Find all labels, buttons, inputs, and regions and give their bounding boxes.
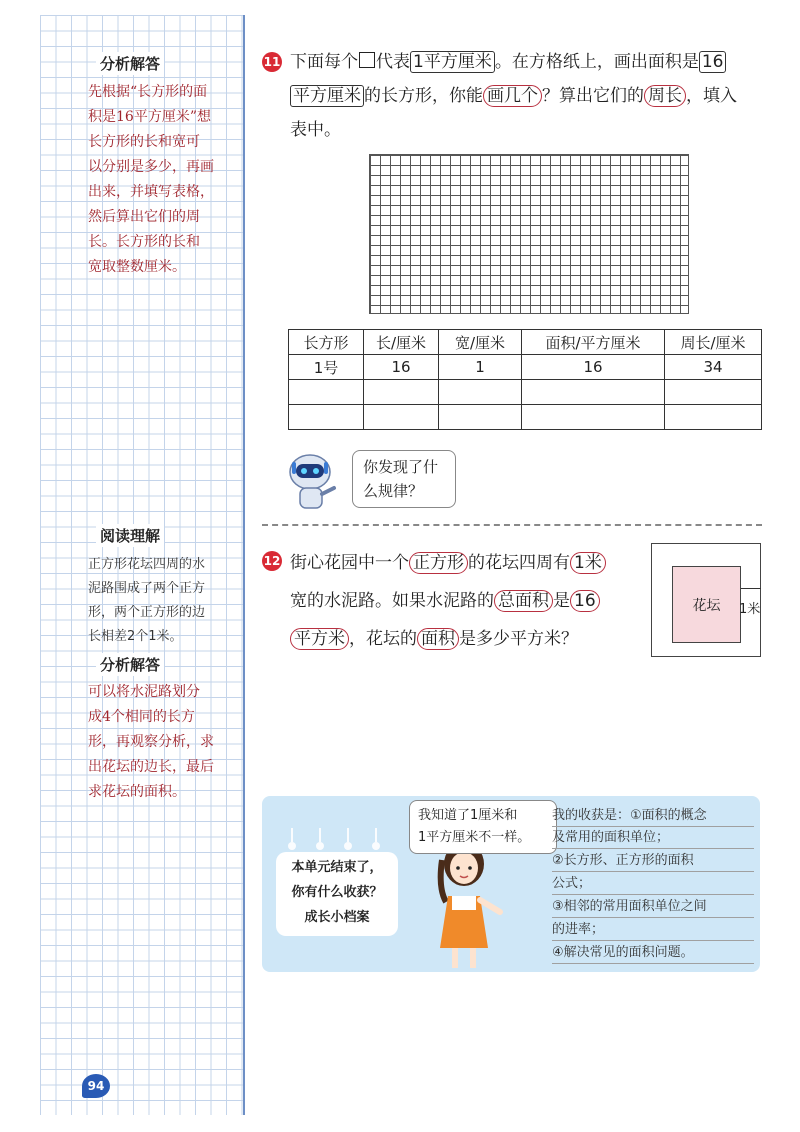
- text: 。在方格纸上，画出面积是: [494, 52, 699, 72]
- circled-perimeter: 周长: [644, 85, 686, 107]
- text-line: 成4个相同的长方: [88, 709, 195, 725]
- table-header: 长方形: [289, 330, 364, 355]
- gain-line: 我的收获是：①面积的概念: [552, 806, 754, 827]
- text: 代表: [376, 52, 410, 72]
- robot-speech-bubble: [352, 450, 456, 508]
- table-cell[interactable]: [665, 405, 762, 430]
- text-line: 出来，并填写表格，: [88, 184, 214, 200]
- text: 街心花园中一个: [290, 553, 409, 573]
- gain-line: 及常用的面积单位；: [552, 828, 754, 849]
- gain-line: 公式；: [552, 874, 754, 895]
- square-grid-paper[interactable]: [369, 154, 689, 314]
- text: ？算出它们的: [542, 86, 644, 106]
- table-header: 长/厘米: [364, 330, 439, 355]
- table-cell[interactable]: [364, 405, 439, 430]
- table-cell[interactable]: [522, 380, 665, 405]
- text-line: 出花坛的边长，最后: [88, 759, 214, 775]
- text-line: 然后算出它们的周: [88, 209, 200, 225]
- table-cell: 16: [522, 355, 665, 380]
- bubble-line: 1平方厘米不一样。: [418, 830, 531, 845]
- circled-how-many: 画几个: [483, 85, 542, 107]
- table-cell[interactable]: [522, 405, 665, 430]
- circled-total-area: 总面积: [494, 590, 553, 612]
- circled-width: 1米: [570, 552, 606, 574]
- gain-line: ④解决常见的面积问题。: [552, 943, 754, 964]
- sidebar-analysis-text-2: [88, 680, 214, 805]
- text-line: 长方形的长和宽可: [88, 134, 200, 150]
- table-cell[interactable]: [289, 380, 364, 405]
- sidebar-analysis-title-2: 分析解答: [96, 653, 164, 676]
- text-line: 积是16平方厘米”想: [88, 109, 211, 125]
- bubble-line: 么规律？: [363, 482, 424, 500]
- sidebar-reading-title: 阅读理解: [96, 524, 164, 547]
- text-line: 泥路围成了两个正方: [88, 581, 206, 596]
- bubble-line: 我知道了1厘米和: [418, 808, 518, 823]
- bubble-line: 你发现了什: [363, 458, 439, 476]
- text-line: 以分别是多少，再画: [88, 159, 214, 175]
- sidebar-reading-text: [88, 553, 205, 649]
- table-header: 周长/厘米: [665, 330, 762, 355]
- text-line: 宽取整数厘米。: [88, 259, 186, 275]
- text: ，填入: [686, 86, 737, 106]
- girl-illustration-icon: [424, 838, 510, 970]
- question-12-number: 12: [262, 551, 282, 571]
- text-line: 可以将水泥路划分: [88, 684, 200, 700]
- table-row[interactable]: [289, 405, 762, 430]
- margin-border: [243, 15, 245, 1115]
- badge-line: 本单元结束了，: [291, 860, 383, 875]
- text-line: 先根据“长方形的面: [88, 84, 208, 100]
- gain-line: ②长方形、正方形的面积: [552, 851, 754, 872]
- sidebar-analysis-title-1: 分析解答: [96, 52, 164, 75]
- table-cell[interactable]: [665, 380, 762, 405]
- table-cell: 1号: [289, 355, 364, 380]
- text-line: 形，再观察分析，求: [88, 734, 214, 750]
- width-arrow: [741, 588, 761, 589]
- table-header: 宽/厘米: [439, 330, 522, 355]
- gain-line: ③相邻的常用面积单位之间: [552, 897, 754, 918]
- table-cell[interactable]: [439, 380, 522, 405]
- sidebar-analysis-text-1: [88, 80, 214, 280]
- table-cell: 34: [665, 355, 762, 380]
- boxed-area-number: 16: [699, 51, 727, 73]
- robot-icon: [284, 450, 348, 514]
- text: 是: [553, 591, 570, 611]
- table-cell[interactable]: [289, 405, 364, 430]
- text: 宽的水泥路。如果水泥路的: [290, 591, 494, 611]
- circled-area-number: 16: [570, 590, 600, 612]
- section-divider: [262, 524, 762, 526]
- unit-square-icon: [359, 52, 375, 68]
- text: 是多少平方米？: [459, 629, 578, 649]
- gain-line: 的进率；: [552, 920, 754, 941]
- badge-line: 成长小档案: [304, 910, 370, 925]
- table-cell: 1: [439, 355, 522, 380]
- table-cell[interactable]: [364, 380, 439, 405]
- table-cell[interactable]: [439, 405, 522, 430]
- text-line: 长。长方形的长和: [88, 234, 200, 250]
- text: ，花坛的: [349, 629, 417, 649]
- text-line: 形，两个正方形的边: [88, 605, 206, 620]
- text: 的花坛四周有: [468, 553, 570, 573]
- circled-area-word: 面积: [417, 628, 459, 650]
- badge-line: 你有什么收获？: [291, 885, 383, 900]
- rectangle-table: [288, 329, 762, 430]
- boxed-area-unit: 平方厘米: [290, 85, 364, 107]
- text: 表中。: [290, 120, 341, 140]
- flower-bed: 花坛: [672, 566, 741, 643]
- table-row[interactable]: [289, 380, 762, 405]
- text-line: 长相差2个1米。: [88, 629, 183, 644]
- text: 的长方形，你能: [364, 86, 483, 106]
- circled-area-unit: 平方米: [290, 628, 349, 650]
- table-header-row: [289, 330, 762, 355]
- table-row: [289, 355, 762, 380]
- text: 下面每个: [290, 52, 358, 72]
- question-11-number: 11: [262, 52, 282, 72]
- question-12-text: [290, 544, 650, 658]
- table-cell: 16: [364, 355, 439, 380]
- girl-speech-bubble: [409, 800, 557, 854]
- question-11-text: [290, 45, 770, 147]
- lanterns-decoration: [282, 828, 392, 852]
- table-header: 面积/平方厘米: [522, 330, 665, 355]
- boxed-unit: 1平方厘米: [410, 51, 495, 73]
- text-line: 正方形花坛四周的水: [88, 557, 206, 572]
- summary-badge: [276, 852, 398, 936]
- text-line: 求花坛的面积。: [88, 784, 186, 800]
- width-label: 1米: [739, 602, 761, 617]
- circled-square: 正方形: [409, 552, 468, 574]
- page-number: 94: [82, 1074, 110, 1098]
